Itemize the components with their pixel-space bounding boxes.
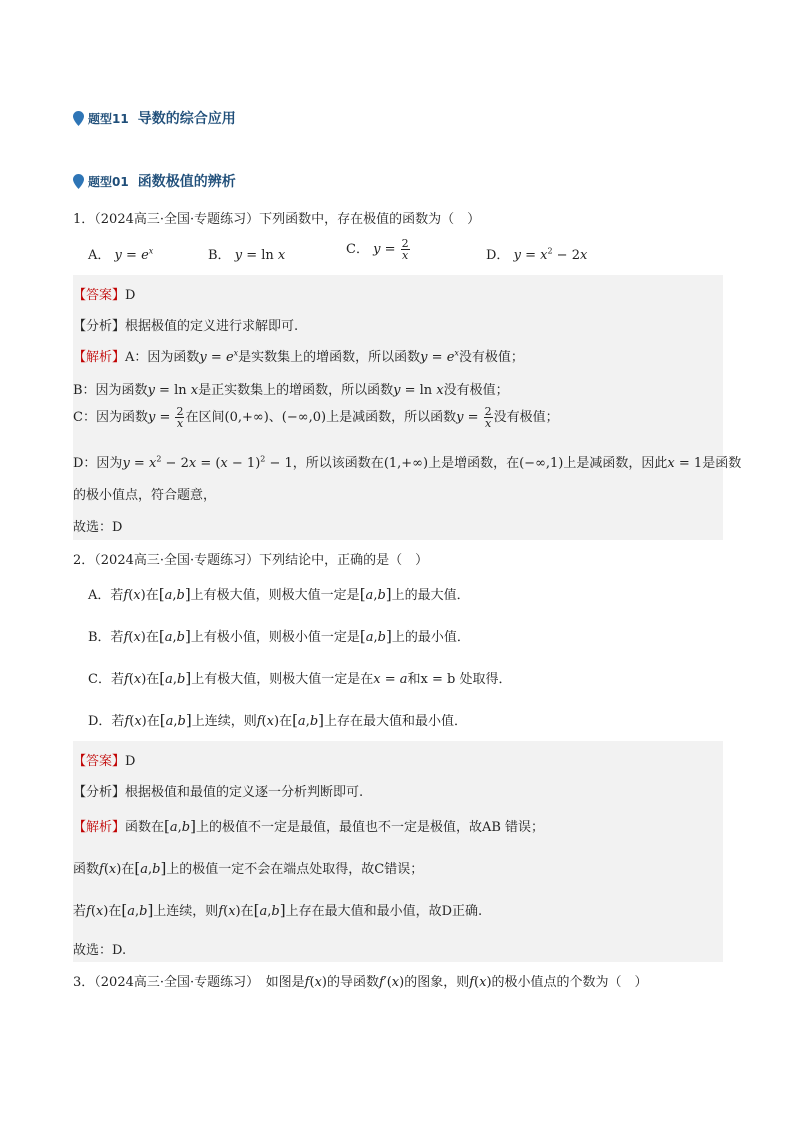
q2-answer: 【答案】D <box>73 754 136 769</box>
q2-choose: 故选：D. <box>73 943 127 958</box>
question-1-stem: 1．（2024高三·全国·专题练习）下列函数中，存在极值的函数为（ ） <box>73 212 481 227</box>
q1-solution-c: C：因为函数y = $\frac{2}{x}$ 在区间(0,+∞)、(−∞,0)上是减函数，所以函数y = $\frac{2}{x}$ 没有极值； <box>73 405 559 430</box>
q1-solution-a: 【解析】A：因为函数$y = e^x$是实数集上的增函数，所以函数$y = e^x$没有极值； <box>73 348 524 365</box>
question-2-stem: 2．（2024高三·全国·专题练习）下列结论中，正确的是（ ） <box>73 553 429 568</box>
q2-solution-2: 函数f(x)在[a,b]上的极值一定不会在端点处取得，故C错误； <box>73 859 424 877</box>
q2-analysis: 【分析】根据极值和最值的定义逐一分析判断即可. <box>73 785 364 800</box>
option-b: B． y = ln x <box>208 248 286 263</box>
location-pin-icon <box>73 174 84 189</box>
q2-option-d: D．若f(x)在[a,b]上连续，则f(x)在[a,b]上存在最大值和最小值． <box>88 711 468 729</box>
q1-analysis: 【分析】根据极值的定义进行求解即可. <box>73 319 299 334</box>
section-header-main <box>73 108 236 128</box>
option-c: C． y = $\frac{2}{x}$ <box>346 237 409 262</box>
location-pin-icon <box>73 111 84 126</box>
q2-solution-3: 若f(x)在[a,b]上连续，则f(x)在[a,b]上存在最大值和最小值，故D正确. <box>73 901 483 919</box>
question-2-solution-box <box>73 741 723 962</box>
q1-solution-d: D：因为$y = x^2 - 2x = (x - 1)^2 - 1$，所以该函数在(1,+∞)上是增函数，在(−∞,1)上是减函数，因此x = 1是函数 <box>73 454 742 471</box>
section-tag: 题型01 <box>88 174 129 189</box>
question-3-stem: 3．（2024高三·全国·专题练习） 如图是f(x)的导函数f′(x)的图象，则f(x)的极小值点的个数为（ ） <box>73 975 648 990</box>
option-d: D． $y = x^2 - 2x$ <box>486 246 588 263</box>
section-header-sub <box>73 171 236 191</box>
section-title: 导数的综合应用 <box>137 111 236 127</box>
question-1-options <box>88 238 708 268</box>
section-tag: 题型11 <box>88 111 129 126</box>
q1-solution-b: B：因为函数y = ln x是正实数集上的增函数，所以函数y = ln x没有极值； <box>73 383 509 398</box>
section-title: 函数极值的辨析 <box>137 174 236 190</box>
q1-answer: 【答案】D <box>73 288 136 303</box>
option-a: A． $y = e^x$ <box>88 246 154 263</box>
q2-solution-1: 【解析】函数在[a,b]上的极值不一定是最值，最值也不一定是极值，故AB 错误； <box>73 817 545 835</box>
q1-solution-d-cont: 的极小值点，符合题意， <box>73 488 217 503</box>
q2-option-c: C．若f(x)在[a,b]上有极大值，则极大值一定是在x = a和x = b 处取得． <box>88 669 512 687</box>
q1-choose: 故选：D <box>73 520 123 535</box>
q2-option-a: A．若f(x)在[a,b]上有极大值，则极大值一定是[a,b]上的最大值． <box>88 585 470 603</box>
q2-option-b: B．若f(x)在[a,b]上有极小值，则极小值一定是[a,b]上的最小值． <box>88 627 470 645</box>
